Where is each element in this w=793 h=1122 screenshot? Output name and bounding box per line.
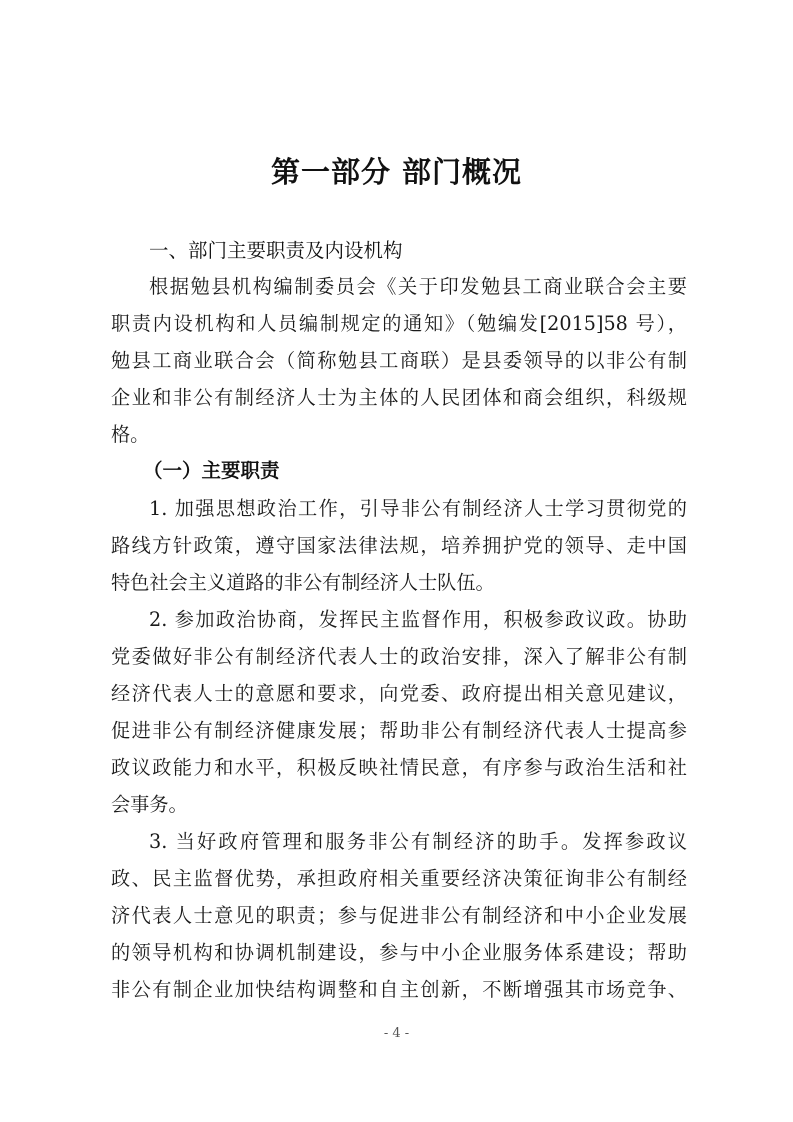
intro-line: 企业和非公有制经济人士为主体的人民团体和商会组织，科级规 bbox=[111, 386, 687, 409]
intro-line: 勉县工商业联合会（简称勉县工商联）是县委领导的以非公有制 bbox=[111, 349, 687, 372]
item1-line: 特色社会主义道路的非公有制经济人士队伍。 bbox=[111, 571, 495, 594]
item2-line: 政议政能力和水平，积极反映社情民意，有序参与政治生活和社 bbox=[111, 756, 687, 779]
intro-line: 根据勉县机构编制委员会《关于印发勉县工商业联合会主要 bbox=[149, 275, 687, 298]
item3-line: 非公有制企业加快结构调整和自主创新，不断增强其市场竞争、 bbox=[111, 978, 687, 1001]
item3-line: 济代表人士意见的职责；参与促进非公有制经济和中小企业发展 bbox=[111, 904, 687, 927]
subsection-heading: （一）主要职责 bbox=[143, 459, 280, 482]
item1-line: 路线方针政策，遵守国家法律法规，培养拥护党的领导、走中国 bbox=[111, 534, 687, 557]
intro-line: 职责内设机构和人员编制规定的通知》（勉编发[2015]58 号）， bbox=[111, 312, 687, 335]
item3-line: 政、民主监督优势，承担政府相关重要经济决策征询非公有制经 bbox=[111, 867, 687, 890]
item2-line: 会事务。 bbox=[111, 793, 188, 816]
section-heading: 一、部门主要职责及内设机构 bbox=[149, 239, 403, 262]
item2-line: 党委做好非公有制经济代表人士的政治安排，深入了解非公有制 bbox=[111, 645, 687, 668]
item3-line: 的领导机构和协调机制建设，参与中小企业服务体系建设；帮助 bbox=[111, 941, 687, 964]
item2-line: 2. 参加政治协商，发挥民主监督作用，积极参政议政。协助 bbox=[149, 608, 687, 631]
item2-line: 经济代表人士的意愿和要求，向党委、政府提出相关意见建议， bbox=[111, 682, 687, 705]
item1-line: 1. 加强思想政治工作，引导非公有制经济人士学习贯彻党的 bbox=[149, 497, 687, 520]
part-title: 第一部分 部门概况 bbox=[270, 155, 523, 189]
intro-line: 格。 bbox=[111, 423, 150, 446]
page-number: - 4 - bbox=[383, 1026, 410, 1041]
item2-line: 促进非公有制经济健康发展；帮助非公有制经济代表人士提高参 bbox=[111, 719, 687, 742]
item3-line: 3. 当好政府管理和服务非公有制经济的助手。发挥参政议 bbox=[149, 830, 687, 853]
